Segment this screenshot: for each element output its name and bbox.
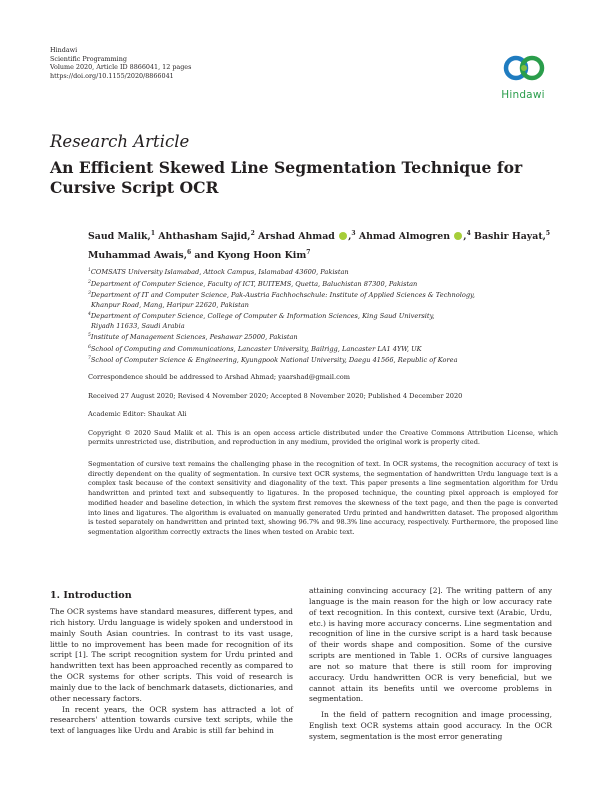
- paragraph: In the field of pattern recognition and image processing, English text OCR systems attain good accuracy. In the OCR system, segmentation is the most error generating: [309, 710, 552, 741]
- publisher-name: Hindawi: [50, 46, 78, 54]
- journal-name: Scientific Programming: [50, 54, 127, 63]
- affiliation: $^6$School of Computing and Communications, Lancaster University, Bailrigg, Lancaster LA1 4YW, UK: [88, 344, 422, 353]
- affiliation: $^7$School of Computer Science & Engineering, Kyungpook National University, Daegu 41566, Republic of Korea: [88, 356, 458, 365]
- author: Bashir Hayat,$^5$: [474, 230, 551, 243]
- left-column: [50, 607, 293, 737]
- journal-header: [50, 46, 191, 80]
- article-type: Research Article: [50, 132, 190, 151]
- affiliation: $^3$Department of IT and Computer Science, Pak-Austria Fachhochschule: Institute of Applied Sciences & Technology,: [88, 291, 475, 300]
- affiliation: $^1$COMSATS University Islamabad, Attock Campus, Islamabad 43600, Pakistan: [88, 268, 349, 277]
- right-column: [309, 586, 552, 743]
- publication-dates: Received 27 August 2020; Revised 4 November 2020; Accepted 8 November 2020; Published 4 December 2020: [88, 392, 463, 400]
- paragraph: attaining convincing accuracy [2]. The writing pattern of any language is the main reason for the high or low accuracy rate of text recognition. In this context, cursive text (Arabic, Urdu, etc.) is having more accuracy concerns. Line segmentation and recognition of line in the cursive script is a hard task because of their words shape and composition. Some of the cursive scripts are mentioned in Table 1. OCRs of cursive languages are not so mature that there is still room for improving accuracy. Urdu handwritten OCR is very beneficial, but we cannot attain its benefits until we overcome problems in segmentation.: [309, 586, 552, 704]
- author: and Kyong Hoon Kim$^7$: [194, 249, 311, 262]
- author: Muhammad Awais,$^6$: [88, 249, 192, 262]
- abstract: Segmentation of cursive text remains the challenging phase in the recognition of text. In OCR systems, the recognition accuracy of text is directly dependent on the quality of segmentation. In cursive text OCR systems, the segmentation of handwritten Urdu language text is a complex task because of the context sensitivity and diagonality of the text. This paper presents a line segmentation algorithm for Urdu handwritten and printed text and subsequently to ligatures. In the proposed technique, the counting pixel approach is employed for modified header and baseline detection, in which the system first removes the skewness of the text page, and then the page is converted into lines and ligatures. The algorithm is evaluated on manually generated Urdu printed and handwritten dataset. The proposed algorithm is tested separately on handwritten and printed text, showing 96.7% and 98.3% line accuracy, respectively. Furthermore, the proposed line segmentation algorithm correctly extracts the lines when tested on Arabic text.: [88, 460, 558, 536]
- hindawi-wordmark: Hindawi: [501, 89, 545, 101]
- doi-link[interactable]: https://doi.org/10.1155/2020/8866041: [50, 71, 174, 80]
- paragraph: The OCR systems have standard measures, different types, and rich history. Urdu language is widely spoken and understood in mainly South Asian countries. In contrast to its vast usage, little to no improvement has been made for recognition of its script [1]. The script recognition system for Urdu printed and handwritten text has been approached recently as compared to the OCR systems for other scripts. This void of research is mainly due to the lack of benchmark datasets, dictionaries, and other necessary factors.: [50, 607, 293, 703]
- affiliation: $^4$Department of Computer Science, College of Computer & Information Sciences, King Saud University,: [88, 312, 435, 321]
- author: Saud Malik,$^1$: [88, 230, 156, 243]
- author-list: [88, 226, 558, 264]
- affiliation: $^5$Institute of Management Sciences, Peshawar 25000, Pakistan: [88, 333, 298, 342]
- author: Ahthasham Sajid,$^2$: [158, 230, 255, 243]
- author: Ahmad Almogren ,$^4$: [358, 230, 471, 243]
- affiliation: $^2$Department of Computer Science, Faculty of ICT, BUITEMS, Quetta, Baluchistan 87300, Pakistan: [88, 279, 418, 288]
- academic-editor: Academic Editor: Shaukat Ali: [88, 410, 187, 418]
- correspondence: Correspondence should be addressed to Arshad Ahmad; yaarshad@gmail.com: [88, 373, 350, 381]
- copyright-notice: Copyright © 2020 Saud Malik et al. This is an open access article distributed under the Creative Commons Attribution License, which permits unrestricted use, distribution, and reproduction in any medium, provided the original work is properly cited.: [88, 429, 558, 447]
- volume-info: Volume 2020, Article ID 8866041, 12 pages: [50, 63, 192, 72]
- affiliations: [88, 266, 558, 366]
- paragraph: In recent years, the OCR system has attracted a lot of researchers' attention towards cursive text scripts, while the text of languages like Urdu and Arabic is still far behind in: [50, 704, 293, 736]
- section-heading: 1. Introduction: [50, 590, 132, 601]
- orcid-icon[interactable]: [339, 232, 347, 240]
- affiliation-continued: Riyadh 11633, Saudi Arabia: [91, 321, 185, 330]
- author: Arshad Ahmad ,$^3$: [258, 230, 356, 243]
- orcid-icon[interactable]: [454, 232, 462, 240]
- affiliation-continued: Khanpur Road, Mang, Haripur 22620, Pakistan: [91, 300, 249, 309]
- paper-title: An Efficient Skewed Line Segmentation Technique for Cursive Script OCR: [50, 158, 523, 197]
